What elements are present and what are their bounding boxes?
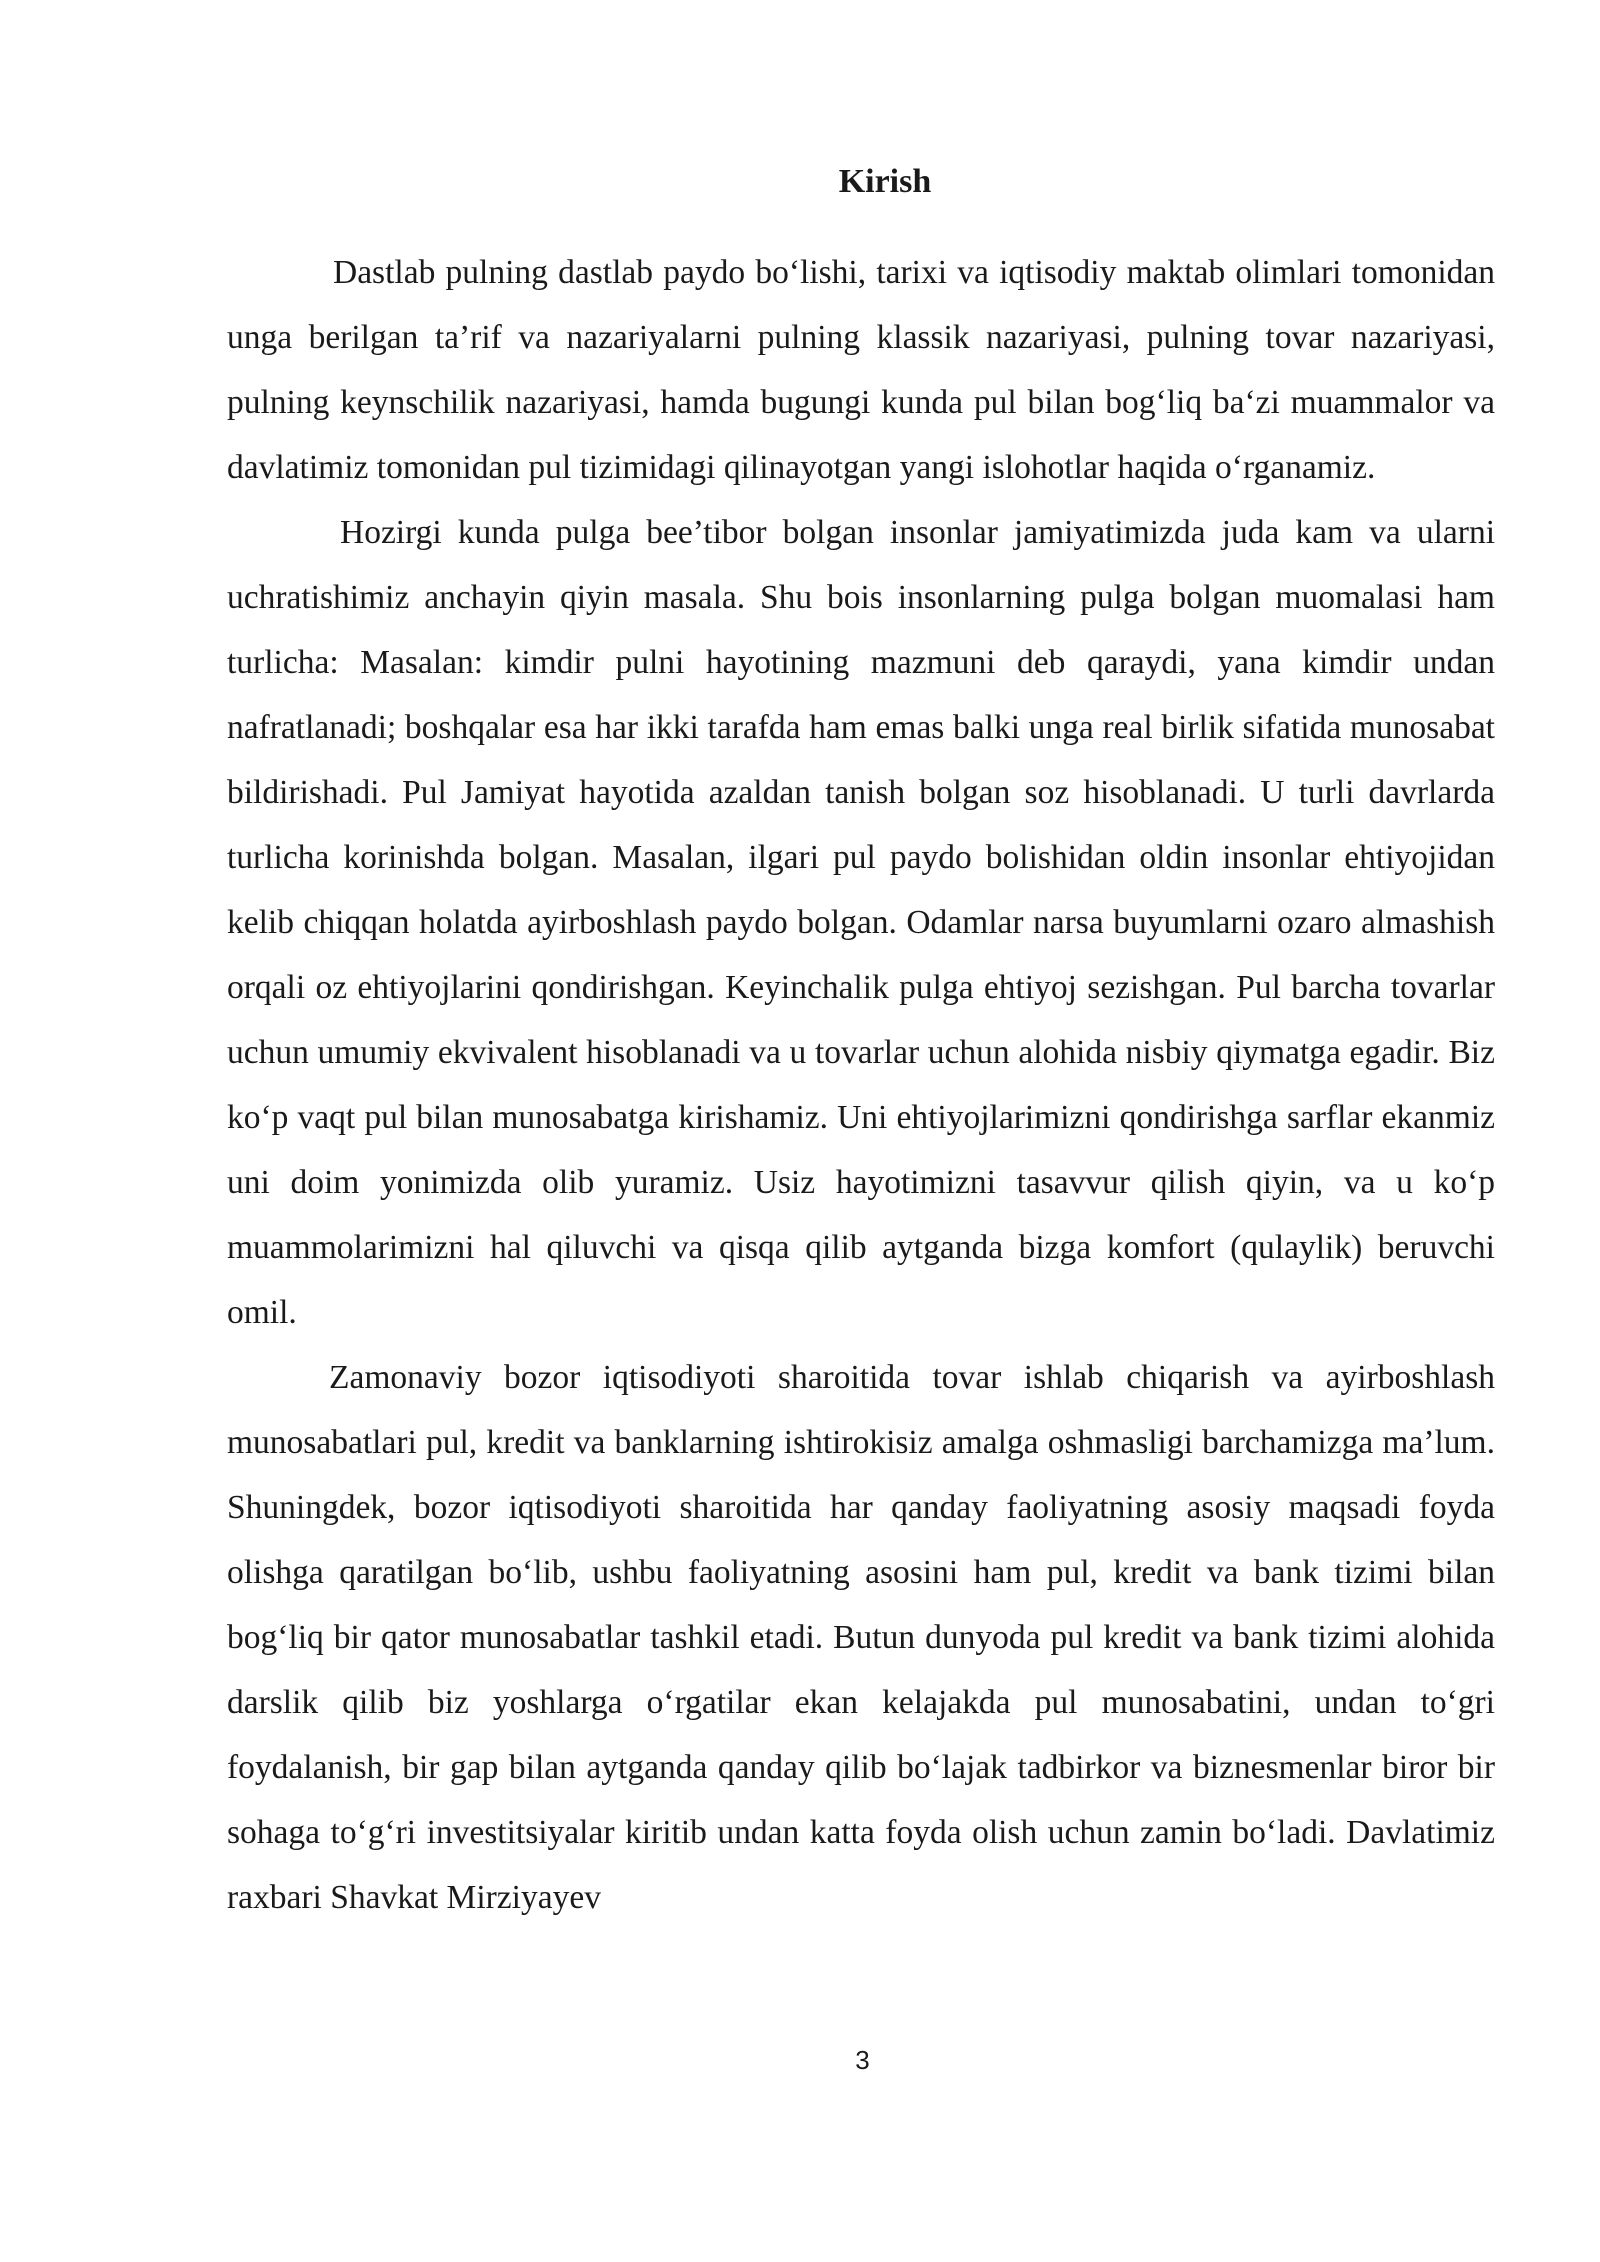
body-text (227, 240, 1495, 1930)
page-title: Kirish (838, 163, 932, 200)
paragraph-market-economy: Zamonaviy bozor iqtisodiyoti sharoitida tovar ishlab chiqarish va ayirboshlash munosabatlari pul, kredit va banklarning ishtirokisiz amalga oshmasligi barchamizga ma’lum. Shuningdek, bozor iqtisodiyoti sharoitida har qanday faoliyatning asosiy maqsadi foyda olishga qaratilgan bo‘lib, ushbu faoliyatning asosini ham pul, kredit va bank tizimi bilan bog‘liq bir qator munosabatlar tashkil etadi. Butun dunyoda pul kredit va bank tizimi alohida darslik qilib biz yoshlarga o‘rgatilar ekan kelajakda pul munosabatini, undan to‘gri foydalanish, bir gap bilan aytganda qanday qilib bo‘lajak tadbirkor va biznesmenlar biror bir sohaga to‘g‘ri investitsiyalar kiritib undan katta foyda olish uchun zamin bo‘ladi. Davlatimiz raxbari Shavkat Mirziyayev (227, 1359, 1495, 1916)
page-number: 3 (855, 2045, 870, 2075)
paragraph-intro: Dastlab pulning dastlab paydo bo‘lishi, tarixi va iqtisodiy maktab olimlari tomonidan unga berilgan ta’rif va nazariyalarni pulning klassik nazariyasi, pulning tovar nazariyasi, pulning keynschilik nazariyasi, hamda bugungi kunda pul bilan bog‘liq ba‘zi muammalor va davlatimiz tomonidan pul tizimidagi qilinayotgan yangi islohotlar haqida o‘rganamiz. (227, 254, 1495, 486)
paragraph-money-attitudes: Hozirgi kunda pulga bee’tibor bolgan insonlar jamiyatimizda juda kam va ularni uchratishimiz anchayin qiyin masala. Shu bois insonlarning pulga bolgan muomalasi ham turlicha: Masalan: kimdir pulni hayotining mazmuni deb qaraydi, yana kimdir undan nafratlanadi; boshqalar esa har ikki tarafda ham emas balki unga real birlik sifatida munosabat bildirishadi. Pul Jamiyat hayotida azaldan tanish bolgan soz hisoblanadi. U turli davrlarda turlicha korinishda bolgan. Masalan, ilgari pul paydo bolishidan oldin insonlar ehtiyojidan kelib chiqqan holatda ayirboshlash paydo bolgan. Odamlar narsa buyumlarni ozaro almashish orqali oz ehtiyojlarini qondirishgan. Keyinchalik pulga ehtiyoj sezishgan. Pul barcha tovarlar uchun umumiy ekvivalent hisoblanadi va u tovarlar uchun alohida nisbiy qiymatga egadir. Biz ko‘p vaqt pul bilan munosabatga kirishamiz. Uni ehtiyojlarimizni qondirishga sarflar ekanmiz uni doim yonimizda olib yuramiz. Usiz hayotimizni tasavvur qilish qiyin, va u ko‘p muammolarimizni hal qiluvchi va qisqa qilib aytganda bizga komfort (qulaylik) beruvchi omil. (227, 514, 1495, 1331)
